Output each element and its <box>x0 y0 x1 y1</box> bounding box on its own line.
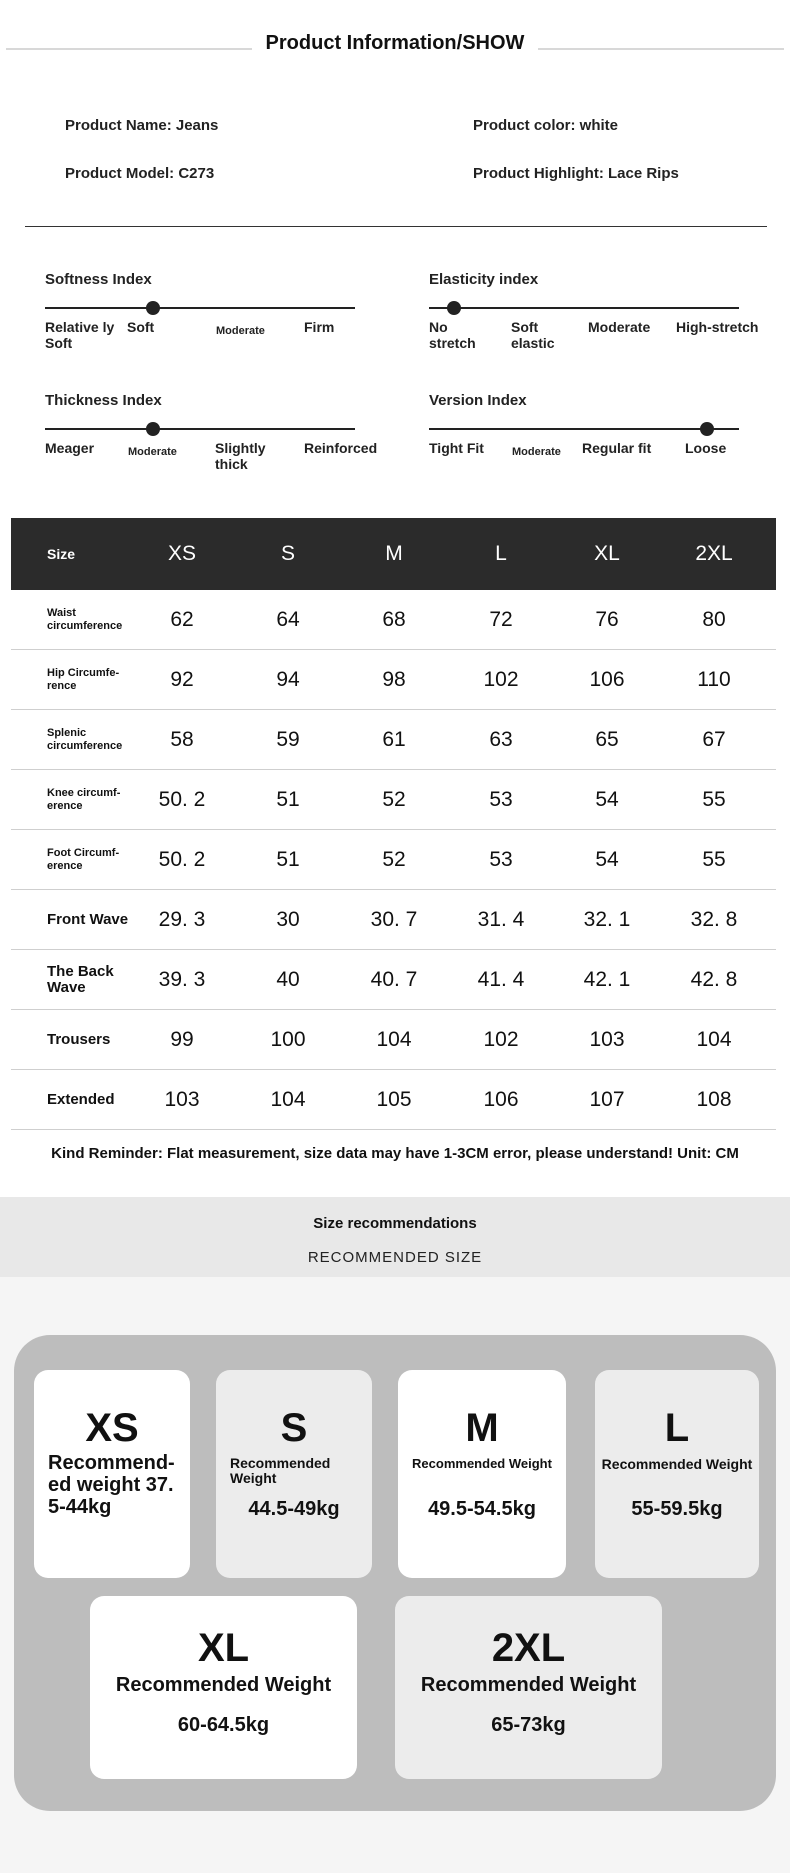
card-s-recommendation: Recommended Weight <box>230 1455 331 1486</box>
card-xs <box>34 1370 190 1578</box>
elasticity-scale-line <box>429 307 739 309</box>
row-label <box>47 1070 137 1130</box>
card-xl <box>90 1596 357 1779</box>
row-label-text: Splenic circumference <box>47 727 123 752</box>
elasticity-marker <box>447 301 461 315</box>
table-cell: 104 <box>376 1028 412 1051</box>
thickness-label-3: Slightly thick <box>215 440 266 472</box>
row-label <box>47 770 137 830</box>
product-highlight: Product Highlight: Lace Rips <box>473 165 679 182</box>
table-header-row <box>11 518 776 590</box>
card-l-size: L <box>664 1406 690 1450</box>
version-label-2: Moderate <box>512 446 561 458</box>
table-header-xl: XL <box>594 542 620 565</box>
table-cell: 30. 7 <box>370 908 418 931</box>
table-cell: 50. 2 <box>158 788 206 811</box>
table-header-s: S <box>280 542 295 565</box>
table-row <box>11 1070 776 1130</box>
thickness-index <box>45 392 405 502</box>
product-model: Product Model: C273 <box>65 165 215 182</box>
table-cell: 107 <box>589 1088 625 1111</box>
thickness-marker <box>146 422 160 436</box>
kind-reminder: Kind Reminder: Flat measurement, size data may have 1-3CM error, please understand! Unit: CM <box>51 1145 739 1162</box>
card-l-recommendation: Recommended Weight <box>601 1456 753 1472</box>
table-cell: 52 <box>382 788 406 811</box>
card-xl-size: XL <box>197 1626 250 1670</box>
product-name: Product Name: Jeans <box>65 117 219 134</box>
elasticity-label-2: Soft elastic <box>511 319 555 351</box>
table-cell: 54 <box>595 848 619 871</box>
card-l <box>595 1370 759 1578</box>
table-cell: 105 <box>376 1088 412 1111</box>
row-label <box>47 1010 137 1070</box>
card-s-size: S <box>280 1406 308 1450</box>
card-m-recommendation: Recommended Weight <box>412 1456 552 1471</box>
thickness-label-1: Meager <box>45 440 95 456</box>
row-label-text: Front Wave <box>47 911 129 928</box>
table-cell: 58 <box>170 728 194 751</box>
row-label <box>47 710 137 770</box>
table-header-xs: XS <box>167 542 196 565</box>
row-label <box>47 890 137 950</box>
elasticity-label-1: No stretch <box>429 319 476 351</box>
table-row <box>11 650 776 710</box>
row-label-text: Knee circumf-erence <box>47 787 121 812</box>
table-row <box>11 830 776 890</box>
table-cell: 68 <box>382 608 406 631</box>
table-cell: 30 <box>276 908 300 931</box>
row-label <box>47 830 137 890</box>
version-marker <box>700 422 714 436</box>
elasticity-label-4: High-stretch <box>676 319 759 335</box>
table-cell: 40 <box>276 968 300 991</box>
row-label-text: Trousers <box>47 1031 111 1048</box>
card-xl-recommendation: Recommended Weight <box>115 1674 332 1696</box>
version-scale-line <box>429 428 739 430</box>
table-cell: 106 <box>589 668 625 691</box>
table-cell: 102 <box>483 1028 519 1051</box>
table-header-m: M <box>385 542 403 565</box>
row-label-text: Hip Circumfe-rence <box>47 667 120 692</box>
row-label-text: Extended <box>47 1091 115 1108</box>
row-label-text: The Back Wave <box>47 963 114 996</box>
table-cell: 32. 8 <box>690 908 738 931</box>
table-cell: 100 <box>270 1028 306 1051</box>
table-row <box>11 890 776 950</box>
row-label <box>47 950 137 1010</box>
card-s <box>216 1370 372 1578</box>
table-row <box>11 950 776 1010</box>
table-cell: 53 <box>489 848 513 871</box>
softness-label-4: Firm <box>304 319 335 335</box>
recommendations-subtitle: RECOMMENDED SIZE <box>307 1249 483 1266</box>
table-cell: 110 <box>697 668 731 691</box>
table-cell: 31. 4 <box>477 908 525 931</box>
table-cell: 52 <box>382 848 406 871</box>
table-cell: 63 <box>489 728 513 751</box>
thickness-label-2: Moderate <box>128 446 177 458</box>
card-2xl-size: 2XL <box>491 1626 566 1670</box>
thickness-index-title: Thickness Index <box>45 392 162 409</box>
card-2xl <box>395 1596 662 1779</box>
table-cell: 104 <box>696 1028 732 1051</box>
table-cell: 55 <box>702 788 726 811</box>
table-cell: 104 <box>270 1088 306 1111</box>
table-cell: 55 <box>702 848 726 871</box>
page-title: Product Information/SHOW <box>265 32 525 54</box>
row-label <box>47 650 137 710</box>
softness-index-title: Softness Index <box>45 271 152 288</box>
table-header-2xl: 2XL <box>695 542 733 565</box>
table-body <box>11 590 776 1130</box>
table-cell: 94 <box>276 668 300 691</box>
table-header-l: L <box>495 542 507 565</box>
card-2xl-weight: 65-73kg <box>491 1714 566 1736</box>
table-cell: 51 <box>276 848 300 871</box>
table-cell: 42. 8 <box>690 968 738 991</box>
table-cell: 54 <box>595 788 619 811</box>
table-cell: 76 <box>595 608 619 631</box>
table-cell: 65 <box>595 728 619 751</box>
table-cell: 61 <box>382 728 406 751</box>
card-xl-weight: 60-64.5kg <box>177 1714 270 1736</box>
version-index <box>429 392 789 502</box>
table-row <box>11 710 776 770</box>
card-s-weight: 44.5-49kg <box>248 1498 340 1520</box>
softness-label-3: Moderate <box>216 325 265 337</box>
table-row <box>11 770 776 830</box>
table-cell: 42. 1 <box>583 968 631 991</box>
table-cell: 29. 3 <box>158 908 206 931</box>
size-chart-table <box>11 518 776 1130</box>
table-cell: 106 <box>483 1088 519 1111</box>
card-m-weight: 49.5-54.5kg <box>428 1498 536 1520</box>
table-cell: 39. 3 <box>158 968 206 991</box>
card-xs-recommendation: Recommend-ed weight 37. 5-44kg <box>48 1452 175 1518</box>
row-label-text: Foot Circumf-erence <box>47 847 120 872</box>
table-cell: 62 <box>170 608 194 631</box>
table-cell: 98 <box>382 668 406 691</box>
table-header-size: Size <box>47 546 76 562</box>
thickness-label-4: Reinforced <box>304 440 378 456</box>
row-label <box>47 590 137 650</box>
card-m-size: M <box>465 1406 499 1450</box>
elasticity-label-3: Moderate <box>588 319 651 335</box>
table-row <box>11 1010 776 1070</box>
table-cell: 72 <box>489 608 513 631</box>
elasticity-index <box>429 271 789 381</box>
version-label-4: Loose <box>685 440 727 456</box>
section-header <box>0 28 790 64</box>
softness-scale-line <box>45 307 355 309</box>
info-divider <box>25 226 767 227</box>
table-cell: 67 <box>702 728 726 751</box>
table-cell: 103 <box>589 1028 625 1051</box>
version-label-3: Regular fit <box>582 440 652 456</box>
table-cell: 51 <box>276 788 300 811</box>
table-cell: 50. 2 <box>158 848 206 871</box>
table-cell: 108 <box>696 1088 732 1111</box>
table-cell: 64 <box>276 608 300 631</box>
card-l-weight: 55-59.5kg <box>631 1498 723 1520</box>
card-xs-size: XS <box>85 1406 139 1450</box>
table-row <box>11 590 776 650</box>
table-cell: 53 <box>489 788 513 811</box>
version-index-title: Version Index <box>429 392 527 409</box>
table-cell: 32. 1 <box>583 908 631 931</box>
table-cell: 41. 4 <box>477 968 525 991</box>
softness-index <box>45 271 405 381</box>
table-cell: 92 <box>170 668 194 691</box>
softness-marker <box>146 301 160 315</box>
table-cell: 103 <box>164 1088 200 1111</box>
table-cell: 99 <box>170 1028 194 1051</box>
recommendations-title: Size recommendations <box>313 1215 477 1232</box>
card-2xl-recommendation: Recommended Weight <box>420 1674 637 1696</box>
table-cell: 40. 7 <box>370 968 418 991</box>
row-label-text: Waist circumference <box>47 607 123 632</box>
table-cell: 59 <box>276 728 300 751</box>
softness-label-2: Soft <box>127 319 155 335</box>
softness-label-1: Relative ly Soft <box>45 319 115 351</box>
product-color: Product color: white <box>473 117 619 134</box>
table-cell: 102 <box>483 668 519 691</box>
elasticity-index-title: Elasticity index <box>429 271 539 288</box>
thickness-scale-line <box>45 428 355 430</box>
recommendations-band <box>0 1197 790 1277</box>
card-m <box>398 1370 566 1578</box>
table-cell: 80 <box>702 608 726 631</box>
version-label-1: Tight Fit <box>429 440 484 456</box>
